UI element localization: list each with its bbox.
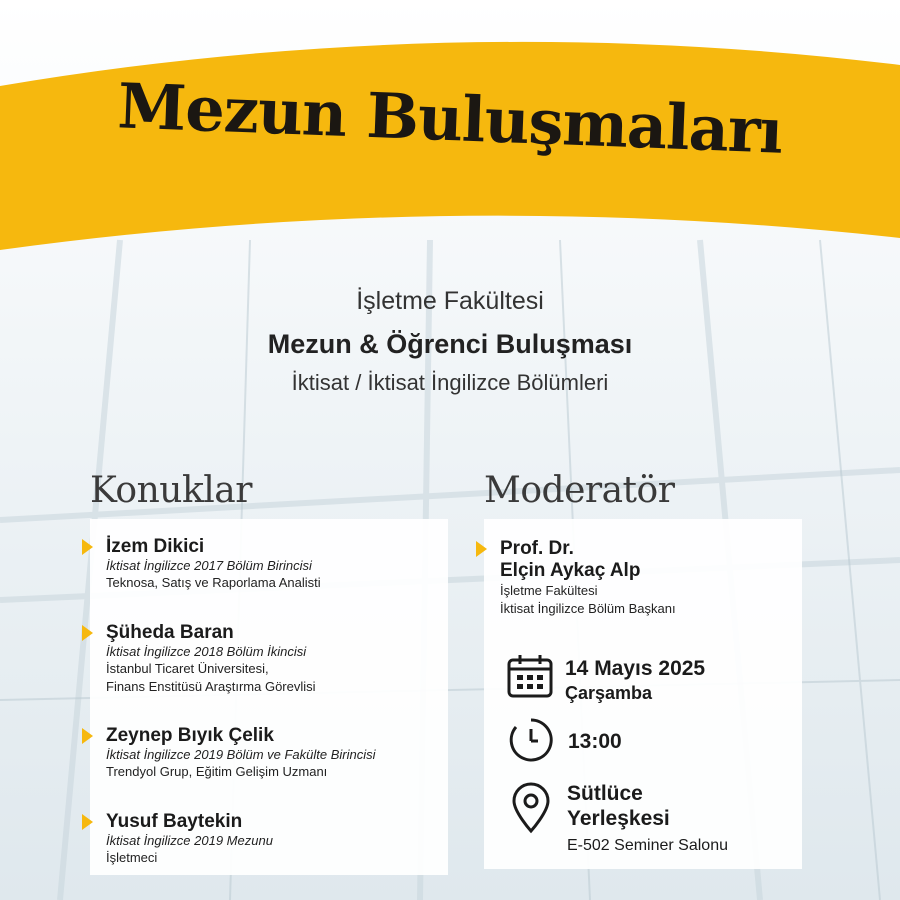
clock-icon (508, 717, 554, 763)
moderator-info (484, 538, 802, 618)
bullet-arrow-icon (82, 539, 93, 555)
event-time-block (568, 729, 622, 754)
event-date-block (565, 656, 705, 706)
guest-detail: Trendyol Grup, Eğitim Gelişim Uzmanı (106, 764, 328, 779)
moderator-title: Prof. Dr. (500, 538, 574, 559)
event-location-block (567, 781, 728, 858)
guests-heading: Konuklar (90, 470, 252, 511)
moderator-name: Elçin Aykaç Alp (500, 560, 641, 581)
faculty-name: İşletme Fakültesi (356, 287, 544, 315)
guest-note: İktisat İngilizce 2017 Bölüm Birincisi (106, 558, 312, 573)
departments: İktisat / İktisat İngilizce Bölümleri (291, 370, 609, 395)
guest-item (90, 536, 448, 592)
campus-name: Sütlüce (567, 782, 643, 805)
location-pin-icon (510, 782, 552, 834)
event-day: Çarşamba (565, 683, 653, 703)
bullet-arrow-icon (82, 728, 93, 744)
guest-note: İktisat İngilizce 2018 Bölüm İkincisi (106, 644, 307, 659)
guest-item (90, 725, 448, 781)
guests-panel (90, 519, 448, 875)
guest-item (90, 622, 448, 696)
guest-name: İzem Dikici (106, 536, 205, 557)
banner-title: Mezun Buluşmaları (116, 69, 784, 168)
guest-detail: İstanbul Ticaret Üniversitesi, (106, 661, 269, 676)
bullet-arrow-icon (476, 541, 487, 557)
event-name: Mezun & Öğrenci Buluşması (267, 329, 633, 359)
guest-note: İktisat İngilizce 2019 Bölüm ve Fakülte Birincisi (106, 747, 376, 762)
bullet-arrow-icon (82, 814, 93, 830)
guest-detail: Teknosa, Satış ve Raporlama Analisti (106, 575, 321, 590)
guest-name: Yusuf Baytekin (106, 811, 243, 832)
moderator-faculty: İşletme Fakültesi (500, 583, 598, 598)
guest-name: Zeynep Bıyık Çelik (106, 725, 274, 746)
guest-detail: Finans Enstitüsü Araştırma Görevlisi (106, 679, 316, 694)
moderator-heading: Moderatör (484, 470, 675, 511)
bullet-arrow-icon (82, 625, 93, 641)
guest-item (90, 811, 448, 867)
event-time: 13:00 (568, 730, 622, 753)
guest-name: Şüheda Baran (106, 622, 234, 643)
event-room: E-502 Seminer Salonu (567, 837, 728, 854)
guest-detail: İşletmeci (106, 850, 158, 865)
guest-note: İktisat İngilizce 2019 Mezunu (106, 833, 273, 848)
event-date: 14 Mayıs 2025 (565, 657, 706, 680)
calendar-icon (506, 653, 554, 699)
moderator-role: İktisat İngilizce Bölüm Başkanı (500, 601, 676, 616)
campus-suffix: Yerleşkesi (567, 807, 670, 830)
